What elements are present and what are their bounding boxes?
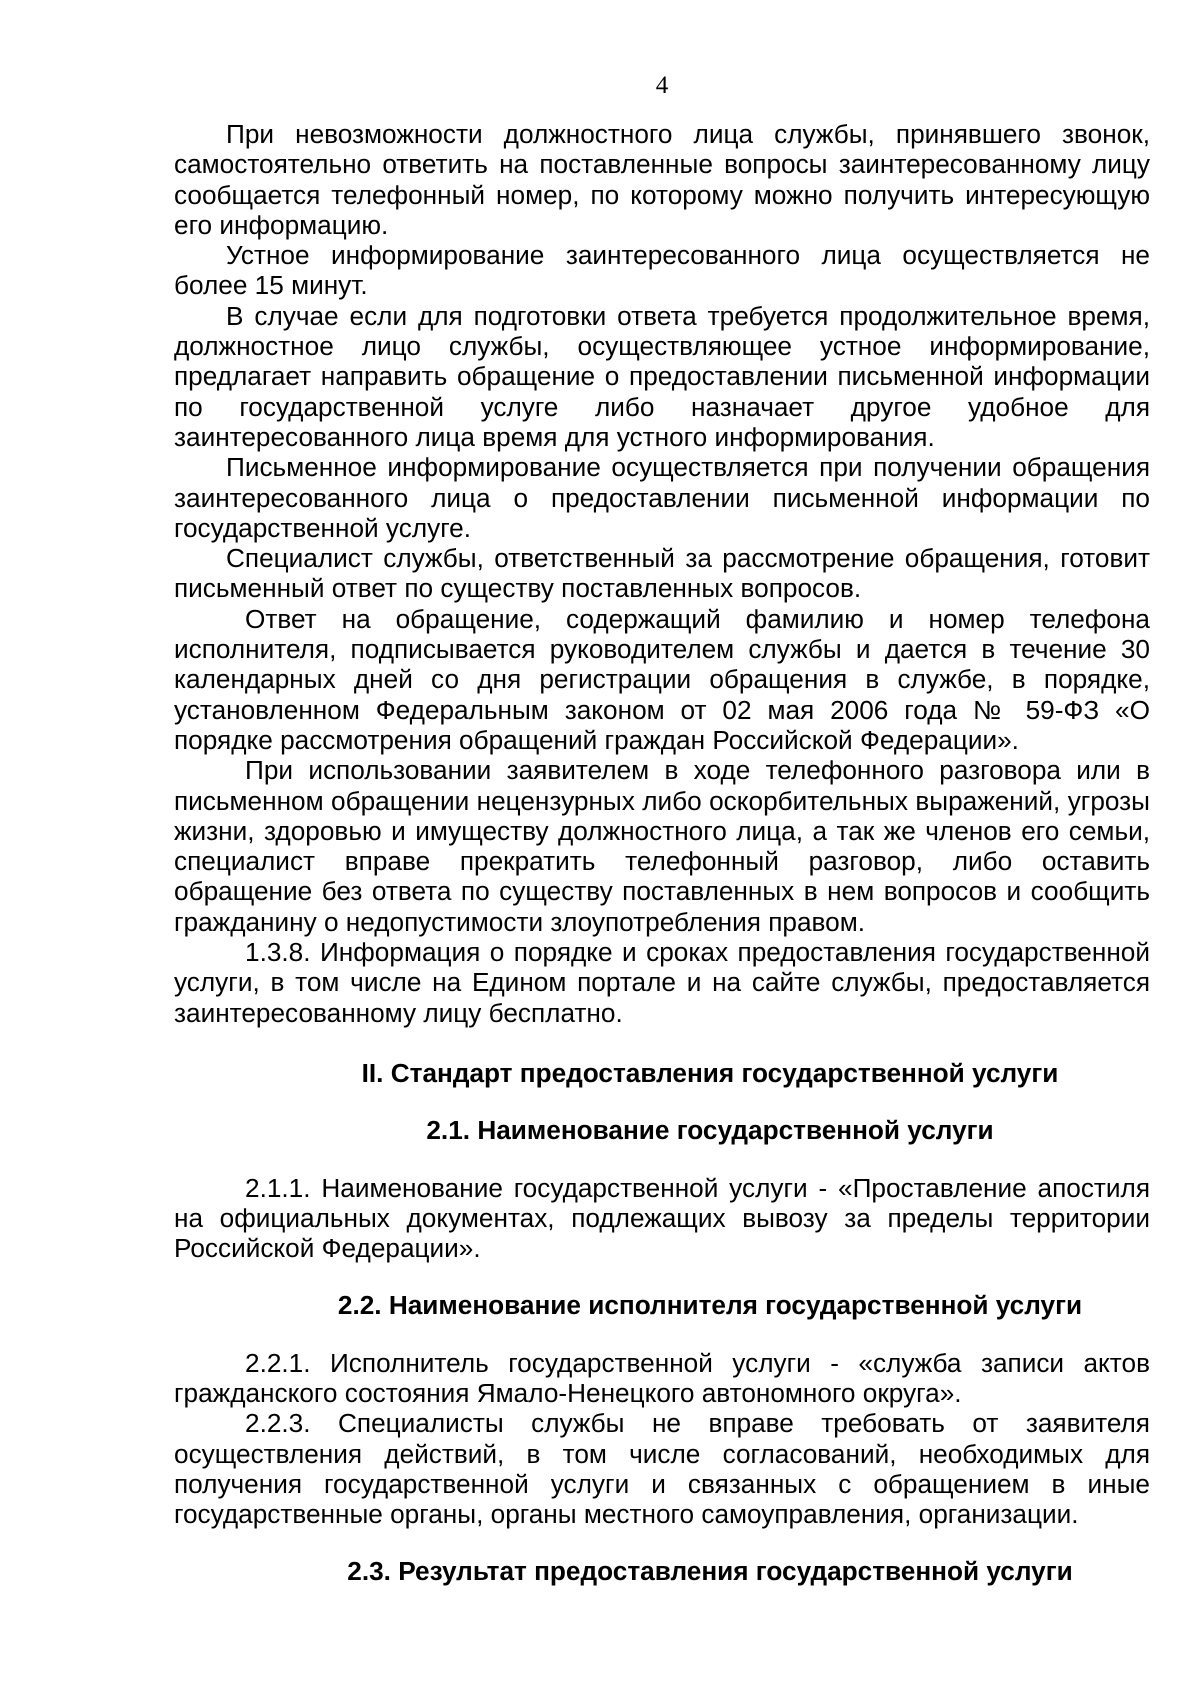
paragraph-abusive-language: При использовании заявителем в ходе телефонного разговора или в письменном обращении нецензурных либо оскорбительных выражений, угрозы жизни, здоровью и имуществу должностного лица, а так же членов его семьи, специалист вправе прекратить телефонный разговор, либо оставить обращение без ответа по существу поставленных в нем вопросов и сообщить гражданину о недопустимости злоупотребления правом.: [174, 755, 1150, 937]
page-number: 4: [655, 72, 669, 99]
spacer: [174, 1028, 1150, 1058]
subsection-heading-2-2: 2.2. Наименование исполнителя государственной услуги: [337, 1290, 1083, 1321]
paragraph-1-3-8: 1.3.8. Информация о порядке и сроках предоставления государственной услуги, в том числе на Едином портале и на сайте службы, предоставляется заинтересованному лицу бесплатно.: [174, 937, 1150, 1028]
paragraph-2-2-1: 2.2.1. Исполнитель государственной услуги - «служба записи актов гражданского состояния Ямало-Ненецкого автономного округа».: [174, 1347, 1150, 1408]
subsection-heading-2-3: 2.3. Результат предоставления государственной услуги: [347, 1556, 1073, 1587]
paragraph-specialist-answer: Специалист службы, ответственный за рассмотрение обращения, готовит письменный ответ по существу поставленных вопросов.: [174, 543, 1150, 604]
spacer: [174, 1146, 1150, 1173]
document-body: [174, 119, 1150, 1587]
paragraph-phone-number: При невозможности должностного лица службы, принявшего звонок, самостоятельно ответить на поставленные вопросы заинтересованному лицу сообщается телефонный номер, по которому можно получить интересующую его информацию.: [174, 119, 1150, 240]
spacer: [174, 1529, 1150, 1556]
paragraph-long-answer: В случае если для подготовки ответа требуется продолжительное время, должностное лицо службы, осуществляющее устное информирование, предлагает направить обращение о предоставлении письменной информации по государственной услуге либо назначает другое удобное для заинтересованного лица время для устного информирования.: [174, 300, 1150, 452]
section-heading-standard: II. Стандарт предоставления государственной услуги: [361, 1057, 1059, 1088]
spacer: [174, 1263, 1150, 1290]
paragraph-2-2-3: 2.2.3. Специалисты службы не вправе требовать от заявителя осуществления действий, в том числе согласований, необходимых для получения государственной услуги и связанных с обращением в иные государственные органы, органы местного самоуправления, организации.: [174, 1408, 1150, 1530]
spacer: [174, 1321, 1150, 1348]
subsection-heading-2-1: 2.1. Наименование государственной услуги: [426, 1115, 994, 1146]
paragraph-2-1-1: 2.1.1. Наименование государственной услуги - «Проставление апостиля на официальных документах, подлежащих вывозу за пределы территории Российской Федерации».: [174, 1172, 1150, 1264]
paragraph-oral-duration: Устное информирование заинтересованного лица осуществляется не более 15 минут.: [174, 240, 1150, 301]
spacer: [174, 1088, 1150, 1115]
paragraph-answer-signed: Ответ на обращение, содержащий фамилию и номер телефона исполнителя, подписывается руководителем службы и дается в течение 30 календарных дней со дня регистрации обращения в службе, в порядке, установленном Федеральным законом от 02 мая 2006 года № 59-ФЗ «О порядке рассмотрения обращений граждан Российской Федерации».: [174, 603, 1150, 755]
paragraph-written-info: Письменное информирование осуществляется при получении обращения заинтересованного лица о предоставлении письменной информации по государственной услуге.: [174, 452, 1150, 543]
